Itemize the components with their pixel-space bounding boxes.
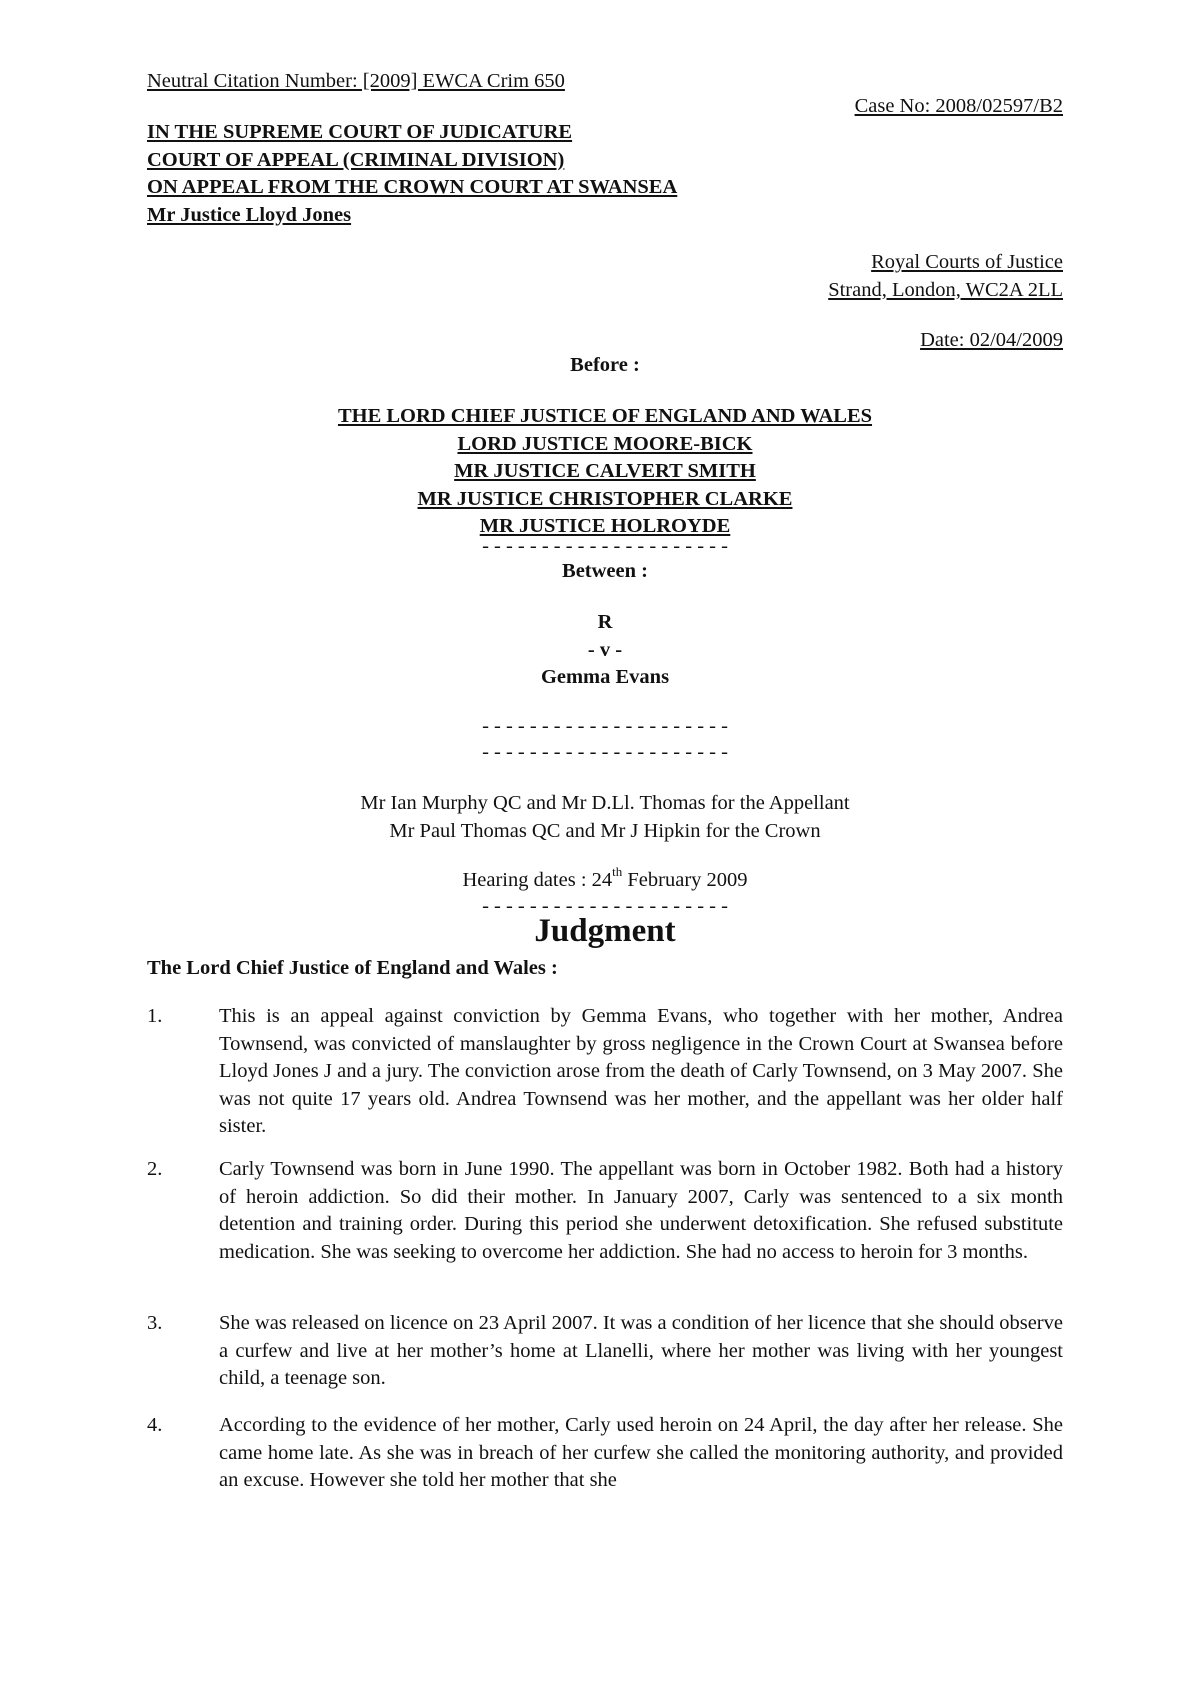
paragraph-text: According to the evidence of her mother, Carly used heroin on 24 April, the day after her release. She came home late. As she was in breach of her curfew she called the monitoring authority, and provided an excuse. However she told her mother that she — [219, 1414, 1063, 1491]
counsel-crown: Mr Paul Thomas QC and Mr J Hipkin for the Crown — [389, 819, 821, 842]
paragraph-text: This is an appeal against conviction by Gemma Evans, who together with her mother, Andrea Townsend, was convicted of manslaughter by gross negligence in the Crown Court at Swansea before Lloyd Jones J and a jury. The conviction arose from the death of Carly Townsend, on 3 May 2007. She was not quite 17 years old. Andrea Townsend was her mother, and the appellant was her older half sister. — [219, 1005, 1063, 1137]
judge-name: MR JUSTICE HOLROYDE — [479, 515, 731, 537]
judge-name: LORD JUSTICE MOORE-BICK — [457, 432, 753, 455]
hearing-prefix: Hearing dates : 24 — [462, 869, 613, 891]
address-line-2: Strand, London, WC2A 2LL — [828, 278, 1063, 301]
paragraph-text: She was released on licence on 23 April 2007. It was a condition of her licence that she should observe a curfew and live at her mother’s home at Llanelli, where her mother was living with her youngest child, a teenage son. — [219, 1312, 1063, 1389]
paragraph-number: 2. — [147, 1158, 163, 1180]
before-label: Before : — [570, 354, 640, 376]
hearing-suffix: February 2009 — [622, 869, 748, 891]
party-second: Gemma Evans — [540, 666, 670, 688]
paragraph-number: 1. — [147, 1005, 163, 1027]
address-line-1: Royal Courts of Justice — [871, 251, 1063, 273]
judgment-speaker: The Lord Chief Justice of England and Wales : — [147, 957, 558, 979]
judges-list — [147, 403, 1063, 541]
court-line-trial-judge: Mr Justice Lloyd Jones — [147, 203, 352, 226]
separator: - - - - - - - - - - - - - - - - - - - - - — [482, 715, 728, 737]
parties — [147, 609, 1063, 692]
party-versus: - v - — [587, 638, 623, 661]
separator: - - - - - - - - - - - - - - - - - - - - - — [482, 895, 728, 917]
counsel-appellant: Mr Ian Murphy QC and Mr D.Ll. Thomas for the Appellant — [360, 792, 850, 814]
paragraph-number: 4. — [147, 1414, 163, 1436]
judge-name: THE LORD CHIEF JUSTICE OF ENGLAND AND WALES — [337, 405, 873, 427]
court-line-appeal: COURT OF APPEAL (CRIMINAL DIVISION) — [147, 148, 565, 171]
judge-name: MR JUSTICE CHRISTOPHER CLARKE — [417, 487, 793, 510]
case-number: Case No: 2008/02597/B2 — [854, 95, 1063, 117]
between-label: Between : — [562, 560, 648, 582]
court-heading — [147, 119, 677, 229]
party-first: R — [597, 611, 613, 633]
hearing-superscript: th — [612, 864, 623, 880]
judgment-date: Date: 02/04/2009 — [920, 329, 1063, 351]
separator: - - - - - - - - - - - - - - - - - - - - - — [482, 535, 728, 557]
court-line-supreme: IN THE SUPREME COURT OF JUDICATURE — [147, 121, 573, 143]
counsel — [147, 790, 1063, 845]
paragraph-number: 3. — [147, 1312, 163, 1334]
hearing-dates — [147, 864, 1063, 895]
paragraph-text: Carly Townsend was born in June 1990. The appellant was born in October 1982. Both had a history of heroin addiction. So did their mother. In January 2007, Carly was sentenced to a six month detention and training order. During this period she underwent detoxification. She refused substitute medication. She was seeking to overcome her addiction. She had no access to heroin for 3 months. — [219, 1158, 1063, 1263]
judge-name: MR JUSTICE CALVERT SMITH — [454, 460, 756, 482]
judgment-title: Judgment — [534, 913, 676, 949]
neutral-citation: Neutral Citation Number: [2009] EWCA Crim 650 — [147, 70, 565, 92]
court-address — [828, 249, 1063, 304]
court-line-crown-court: ON APPEAL FROM THE CROWN COURT AT SWANSEA — [147, 176, 678, 198]
separator: - - - - - - - - - - - - - - - - - - - - - — [482, 741, 728, 763]
